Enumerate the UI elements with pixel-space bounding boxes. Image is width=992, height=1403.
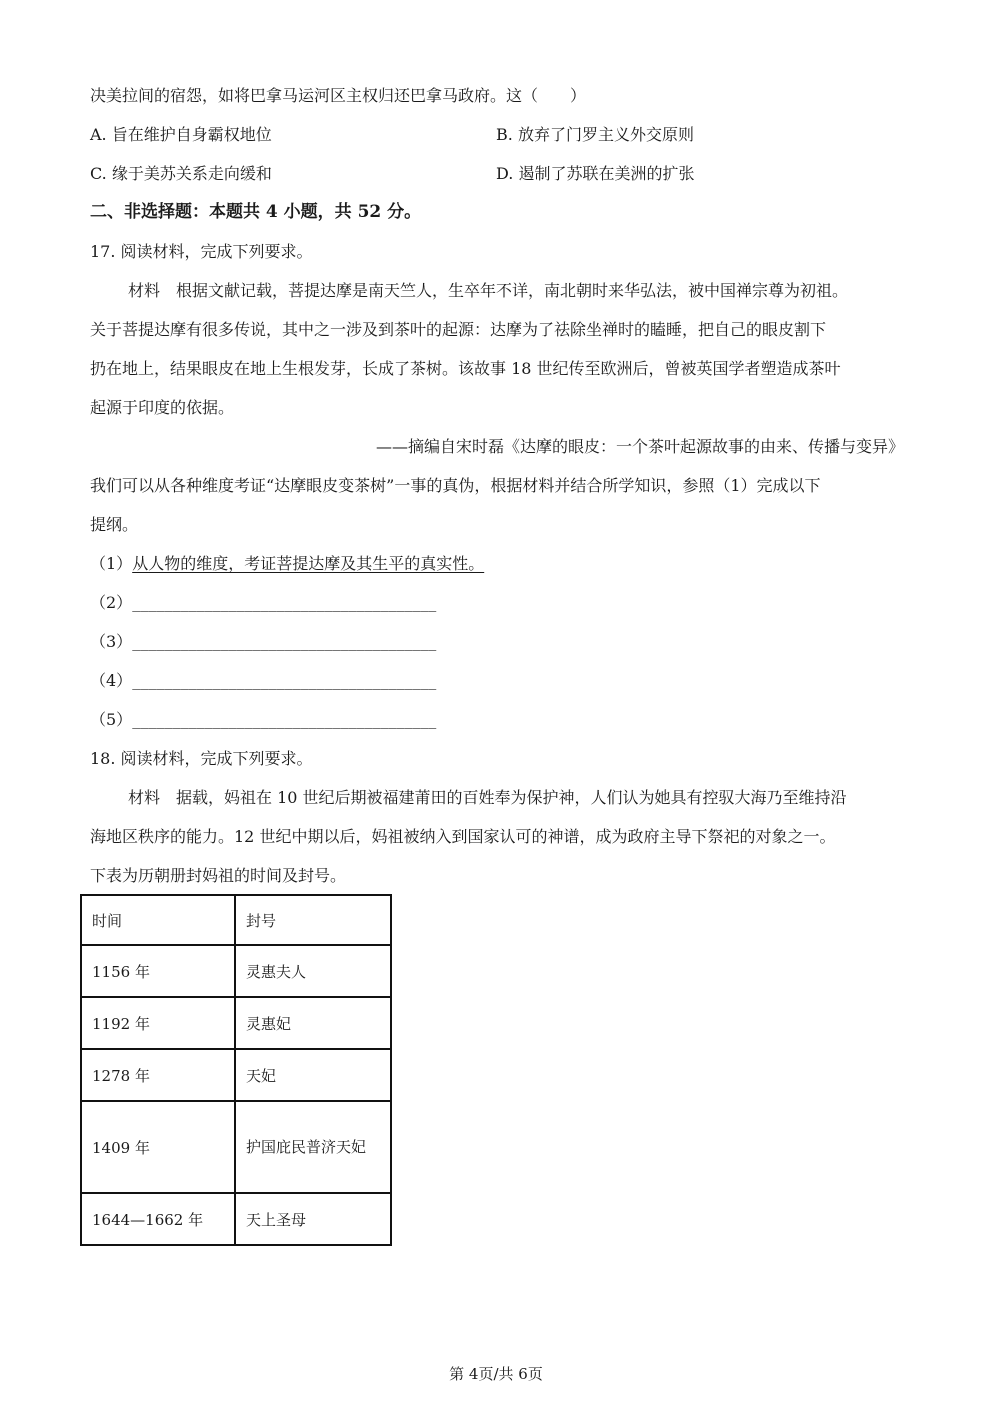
section-heading: 二、非选择题：本题共 4 小题，共 52 分。 [90, 202, 422, 222]
page-footer: 第 4页/共 6页 [449, 1365, 543, 1383]
q17-material-line: 材料 根据文献记载，菩提达摩是南天竺人，生卒年不详，南北朝时来华弘法，被中国禅宗尊为初祖。 [128, 281, 849, 300]
table-cell-title: 天妃 [235, 1049, 391, 1101]
outline-number: （1） [90, 554, 133, 573]
table-cell-title: 天上圣母 [235, 1193, 391, 1245]
table-cell-time: 1192 年 [81, 997, 235, 1049]
option-label: A. [90, 125, 107, 144]
option-label: D. [496, 164, 514, 183]
q16-option-b[interactable] [496, 125, 694, 145]
q17-source: ——摘编自宋时磊《达摩的眼皮：一个茶叶起源故事的由来、传播与变异》 [375, 437, 904, 456]
table-cell-time: 1409 年 [81, 1101, 235, 1193]
q17-prompt-line: 提纲。 [90, 515, 139, 534]
table-row [81, 1193, 391, 1245]
q17-outline-item-4[interactable] [90, 671, 436, 691]
q18-title: 18. 阅读材料，完成下列要求。 [90, 749, 313, 768]
q18-material-line: 下表为历朝册封妈祖的时间及封号。 [90, 866, 347, 885]
option-text: 缘于美苏关系走向缓和 [111, 164, 272, 183]
option-text: 放弃了门罗主义外交原则 [517, 125, 694, 144]
q16-option-a[interactable] [90, 125, 272, 145]
table-header-cell: 时间 [81, 895, 235, 945]
q17-outline-item-5[interactable] [90, 710, 436, 730]
outline-example-text: 从人物的维度，考证菩提达摩及其生平的真实性。 [132, 554, 485, 573]
table-cell-time: 1278 年 [81, 1049, 235, 1101]
q17-material-line: 扔在地上，结果眼皮在地上生根发芽，长成了茶树。该故事 18 世纪传至欧洲后，曾被英国学者塑造成茶叶 [90, 359, 841, 378]
q17-material-line: 起源于印度的依据。 [90, 398, 235, 417]
answer-blank[interactable]: ______________________________________ [132, 671, 437, 690]
table-cell-time: 1156 年 [81, 945, 235, 997]
q18-material-line: 材料 据载，妈祖在 10 世纪后期被福建莆田的百姓奉为保护神，人们认为她具有控驭大海乃至维持沿 [128, 788, 847, 807]
table-cell-title: 护国庇民普济天妃 [235, 1101, 391, 1193]
q17-prompt-line: 我们可以从各种维度考证“达摩眼皮变茶树”一事的真伪，根据材料并结合所学知识，参照（1）完成以下 [90, 476, 821, 495]
table-row [81, 1101, 391, 1193]
option-label: B. [496, 125, 513, 144]
table-row [81, 997, 391, 1049]
q16-stem-end: 决美拉间的宿怨，如将巴拿马运河区主权归还巴拿马政府。这（ ） [90, 86, 587, 105]
answer-blank[interactable]: ______________________________________ [132, 593, 437, 612]
answer-blank[interactable]: ______________________________________ [132, 710, 437, 729]
q16-option-c[interactable] [90, 164, 272, 184]
option-text: 旨在维护自身霸权地位 [111, 125, 272, 144]
table-row [81, 945, 391, 997]
q17-outline-item-1 [90, 554, 484, 574]
outline-number: （4） [90, 671, 133, 690]
outline-number: （3） [90, 632, 133, 651]
option-text: 遏制了苏联在美洲的扩张 [518, 164, 695, 183]
option-label: C. [90, 164, 107, 183]
table-header-row [81, 895, 391, 945]
outline-number: （2） [90, 593, 133, 612]
q16-option-d[interactable] [496, 164, 694, 184]
q17-outline-item-3[interactable] [90, 632, 436, 652]
outline-number: （5） [90, 710, 133, 729]
table-cell-title: 灵惠妃 [235, 997, 391, 1049]
q18-material-line: 海地区秩序的能力。12 世纪中期以后，妈祖被纳入到国家认可的神谱，成为政府主导下祭祀的对象之一。 [90, 827, 836, 846]
table-cell-time: 1644—1662 年 [81, 1193, 235, 1245]
q17-outline-item-2[interactable] [90, 593, 436, 613]
answer-blank[interactable]: ______________________________________ [132, 632, 437, 651]
table-row [81, 1049, 391, 1101]
table-cell-title: 灵惠夫人 [235, 945, 391, 997]
mazu-titles-table [80, 894, 392, 1246]
table-header-cell: 封号 [235, 895, 391, 945]
q17-material-line: 关于菩提达摩有很多传说，其中之一涉及到茶叶的起源：达摩为了祛除坐禅时的瞌睡，把自己的眼皮割下 [90, 320, 827, 339]
q17-title: 17. 阅读材料，完成下列要求。 [90, 242, 313, 261]
